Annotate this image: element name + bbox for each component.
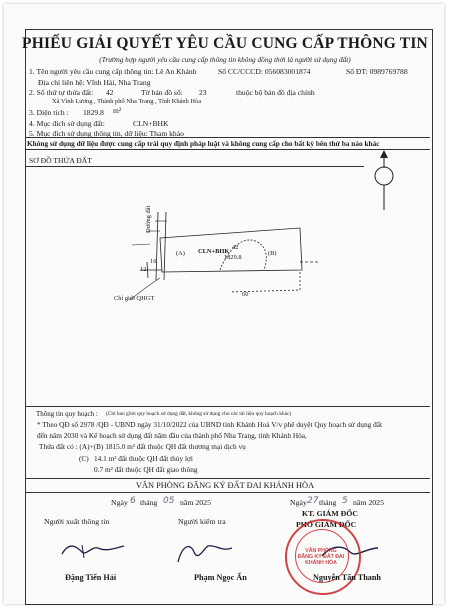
parcel-land-use: CLN+BHK [198, 248, 230, 255]
document-subtitle: (Trường hợp người yêu cầu cung cấp thông tin không đồng thời là người sử dụng đất) [99, 55, 351, 64]
parcel-number: 42 [232, 244, 239, 251]
date-left-month: 05 [163, 496, 175, 506]
planning-intro: Thông tin quy hoạch : [36, 410, 98, 418]
signer-role-2: Người kiểm tra [178, 517, 226, 526]
stamp-line-1: VĂN PHÒNG [305, 548, 337, 554]
date-left-month-word: tháng [140, 498, 158, 507]
stamp-line-3: KHÁNH HÒA [305, 560, 337, 566]
diagram-section-label: SƠ ĐỒ THỬA ĐẤT [29, 156, 92, 165]
signer-name-1: Đặng Tiến Hải [65, 573, 117, 582]
boundary-label: Chỉ giới QHGT [114, 295, 155, 302]
signer-role-1: Người xuất thông tin [44, 517, 110, 526]
map-sheet-suffix: thuộc bộ bản đồ địa chính [236, 88, 315, 97]
area-label: 3. Diện tích : [29, 108, 69, 117]
map-sheet-label: Tờ bản đồ số: [141, 88, 183, 97]
signer-role-3b: PHÓ GIÁM ĐỐC [296, 520, 357, 529]
date-right-year: năm 2025 [353, 498, 384, 507]
signer-name-2: Phạm Ngọc Ẩn [194, 573, 247, 582]
requester-name: 1. Tên người yêu cầu cung cấp thông tin: Lê An Khánh [29, 67, 197, 76]
usage-warning: Không sử dụng dữ liệu được cung cấp trái quy định pháp luật và không cung cấp cho bất kỳ bên thứ ba nào khác [27, 139, 380, 148]
planning-text-4: 14.1 m² đất thuộc QH đất thủy lợi [94, 454, 193, 463]
planning-text-3: Thửa đất có : (A)+(B) 1815.0 m² đất thuộc QH đất thương mại dịch vụ [39, 442, 246, 451]
planning-text-4-prefix: (C) [79, 454, 89, 463]
date-right-month: 5 [342, 496, 348, 506]
parcel-area: 1829.8 [224, 254, 242, 261]
planning-text-2: đến năm 2030 và Kế hoạch sử dụng đất năm đầu của thành phố Nha Trang, tỉnh Khánh Hòa, [37, 431, 307, 440]
parcel-location: Xã Vĩnh Lương , Thành phố Nha Trang , Tỉnh Khánh Hòa [52, 98, 202, 105]
signature-2 [178, 546, 232, 562]
parcel-label-b: (B) [268, 250, 277, 257]
office-name: VĂN PHÒNG ĐĂNG KÝ ĐẤT ĐAI KHÁNH HÒA [135, 481, 315, 490]
land-use-label: 4. Mục đích sử dụng đất: [29, 119, 105, 128]
info-purpose: 5. Mục đích sử dụng thông tin, dữ liệu: Tham khảo [29, 129, 184, 138]
road-label: Đường đất [145, 205, 152, 233]
date-left-day: 6 [130, 496, 136, 506]
planning-note: (Chỉ bao gồm quy hoạch sử dụng đất, không sử dụng cho các tài liệu quy hoạch khác) [106, 411, 292, 417]
signer-role-3a: KT. GIÁM ĐỐC [302, 509, 358, 518]
requester-address: Địa chỉ liên hệ: Vĩnh Hải, Nha Trang [38, 78, 151, 87]
area-unit: m² [113, 106, 122, 115]
parcel-number-label: 2. Số thứ tự thửa đất: [29, 88, 94, 97]
signer-name-3: Nguyễn Tấn Thanh [313, 573, 381, 582]
official-stamp [285, 519, 361, 595]
date-right-month-word: tháng [319, 498, 337, 507]
planning-text-5: 0.7 m² đất thuộc QH đất giao thông [94, 465, 198, 474]
stamp-line-2: ĐĂNG KÝ ĐẤT ĐAI [297, 554, 345, 560]
dimension-bottom: 60 [242, 291, 249, 298]
dimension-left: 16 [150, 258, 157, 265]
land-use-value: CLN+BHK [133, 119, 169, 128]
parcel-number-value: 42 [106, 88, 114, 97]
area-value: 1829.8 [83, 108, 104, 117]
date-right-day: 27 [307, 496, 319, 506]
parcel-label-a: (A) [176, 250, 185, 257]
requester-cccd: Số CC/CCCD: 056083001874 [218, 67, 311, 76]
dimension-corner: 12 [140, 266, 147, 273]
date-left-prefix: Ngày [111, 498, 128, 507]
document-title: PHIẾU GIẢI QUYẾT YÊU CẦU CUNG CẤP THÔNG TIN [22, 35, 428, 52]
requester-phone: Số ĐT: 0989769788 [346, 67, 408, 76]
planning-text-1: * Theo QĐ số 2978 /QĐ - UBND ngày 31/10/2022 của UBND tỉnh Khánh Hoà V/v phê duyệt Quy hoạch sử dụng đất [37, 420, 382, 429]
signature-1 [62, 546, 124, 554]
map-sheet-value: 23 [199, 88, 207, 97]
date-left-year: năm 2025 [180, 498, 211, 507]
date-right-prefix: Ngày [290, 498, 307, 507]
